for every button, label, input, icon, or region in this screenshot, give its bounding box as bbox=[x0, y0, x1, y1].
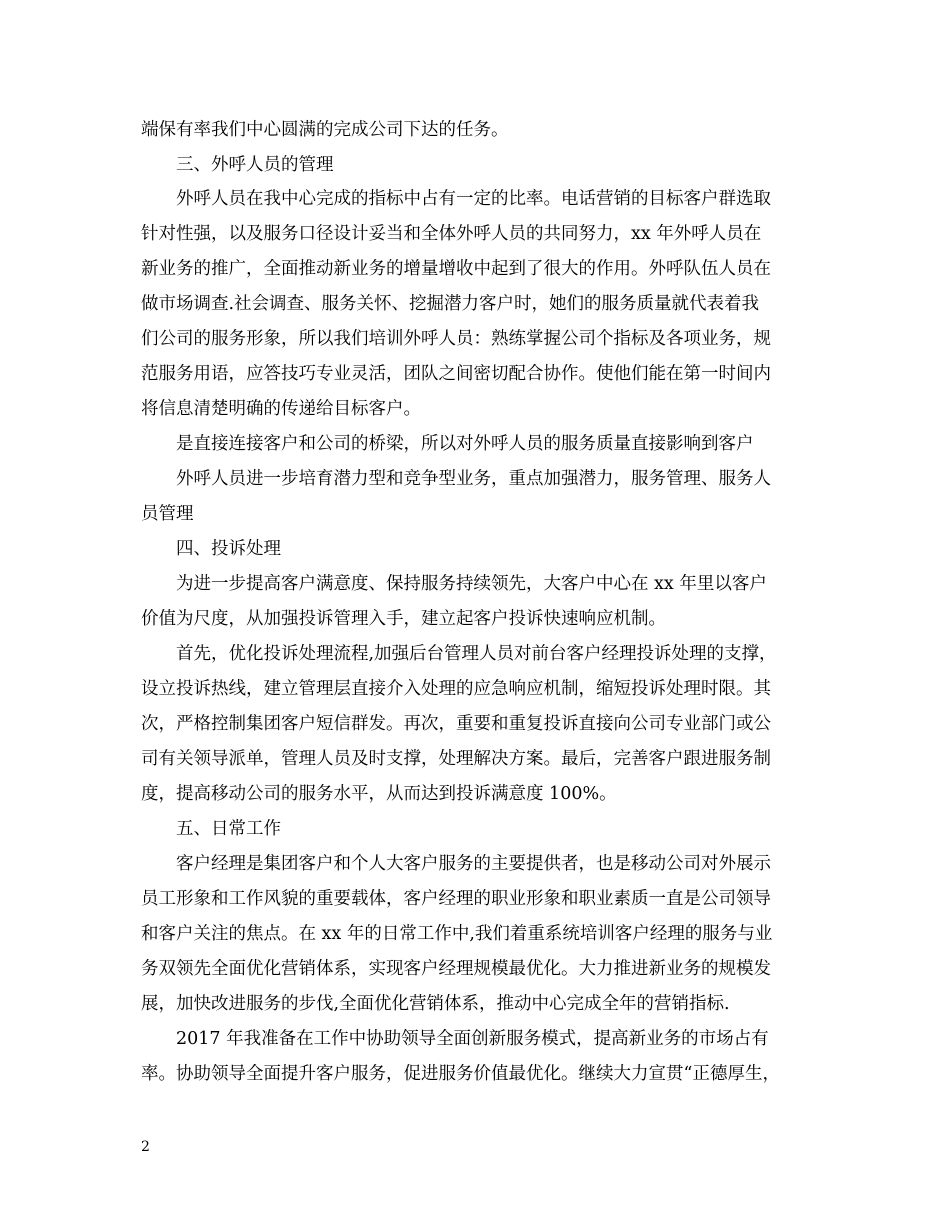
text-line: 新业务的推广，全面推动新业务的增量增收中起到了很大的作用。外呼队伍人员在 bbox=[141, 259, 771, 279]
text-line: 为进一步提高客户满意度、保持服务持续领先，大客户中心在 xx 年里以客户 bbox=[176, 574, 767, 594]
text-line: 范服务用语，应答技巧专业灵活，团队之间密切配合协作。使他们能在第一时间内 bbox=[141, 364, 771, 384]
text-line: 首先，优化投诉处理流程,加强后台管理人员对前台客户经理投诉处理的支撑， bbox=[176, 644, 777, 664]
text-line: 务双领先全面优化营销体系，实现客户经理规模最优化。大力推进新业务的规模发 bbox=[141, 959, 771, 979]
text-line: 针对性强，以及服务口径设计妥当和全体外呼人员的共同努力，xx 年外呼人员在 bbox=[141, 224, 762, 244]
text-line: 做市场调查.社会调查、服务关怀、挖掘潜力客户时，她们的服务质量就代表着我 bbox=[141, 294, 760, 314]
text-line: 们公司的服务形象，所以我们培训外呼人员：熟练掌握公司个指标及各项业务，规 bbox=[141, 329, 771, 349]
text-line: 外呼人员进一步培育潜力型和竞争型业务，重点加强潜力，服务管理、服务人 bbox=[176, 469, 771, 489]
text-line: 端保有率我们中心圆满的完成公司下达的任务。 bbox=[141, 120, 509, 140]
text-line: 和客户关注的焦点。在 xx 年的日常工作中,我们着重系统培训客户经理的服务与业 bbox=[141, 924, 773, 944]
text-line: 度，提高移动公司的服务水平，从而达到投诉满意度 100%。 bbox=[141, 784, 617, 804]
text-line: 员工形象和工作风貌的重要载体，客户经理的职业形象和职业素质一直是公司领导 bbox=[141, 889, 771, 909]
text-line: 率。协助领导全面提升客户服务，促进服务价值最优化。继续大力宣贯“正德厚生， bbox=[141, 1064, 780, 1084]
text-line: 司有关领导派单，管理人员及时支撑，处理解决方案。最后，完善客户跟进服务制 bbox=[141, 749, 771, 769]
text-line: 是直接连接客户和公司的桥梁，所以对外呼人员的服务质量直接影响到客户 bbox=[176, 434, 754, 454]
section-heading: 四、投诉处理 bbox=[176, 539, 281, 559]
section-heading: 五、日常工作 bbox=[176, 819, 281, 839]
text-line: 员管理 bbox=[141, 504, 194, 524]
text-line: 价值为尺度，从加强投诉管理入手，建立起客户投诉快速响应机制。 bbox=[141, 609, 666, 629]
text-line: 将信息清楚明确的传递给目标客户。 bbox=[141, 399, 421, 419]
text-line: 外呼人员在我中心完成的指标中占有一定的比率。电话营销的目标客户群选取 bbox=[176, 189, 771, 209]
text-line: 设立投诉热线，建立管理层直接介入处理的应急响应机制，缩短投诉处理时限。其 bbox=[141, 679, 771, 699]
text-line: 展，加快改进服务的步伐,全面优化营销体系，推动中心完成全年的营销指标. bbox=[141, 994, 730, 1014]
page-number: 2 bbox=[141, 1139, 150, 1155]
text-line: 客户经理是集团客户和个人大客户服务的主要提供者，也是移动公司对外展示 bbox=[176, 854, 771, 874]
text-line: 2017 年我准备在工作中协助领导全面创新服务模式，提高新业务的市场占有 bbox=[176, 1029, 769, 1049]
section-heading: 三、外呼人员的管理 bbox=[176, 155, 334, 175]
text-line: 次，严格控制集团客户短信群发。再次，重要和重复投诉直接向公司专业部门或公 bbox=[141, 714, 771, 734]
